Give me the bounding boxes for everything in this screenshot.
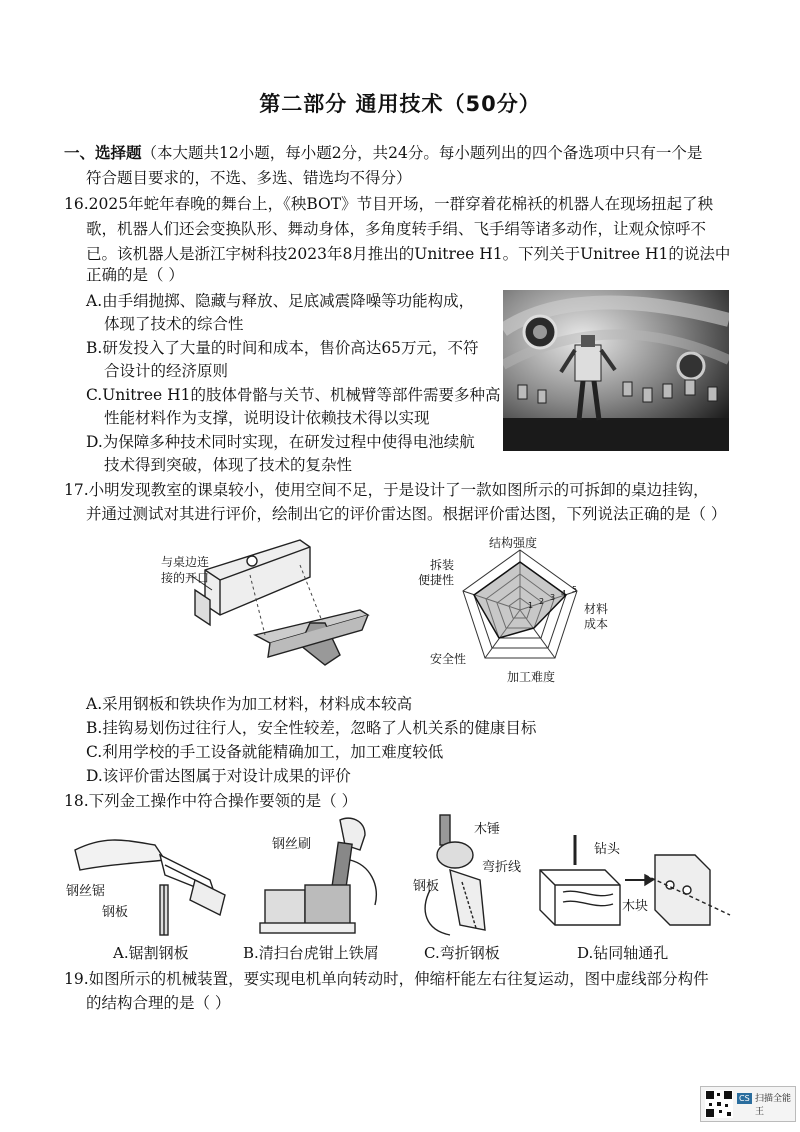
hook-opening-label-1: 与桌边连 (161, 555, 210, 569)
q18-caption-b: B.清扫台虎钳上铁屑 (243, 944, 379, 962)
label-plate-c: 钢板 (413, 879, 440, 894)
q16-option-b: B.研发投入了大量的时间和成本，售价高达65万元，不符 (86, 339, 479, 357)
radar-label-structure: 结构强度 (489, 536, 538, 550)
q16-option-b-cont: 合设计的经济原则 (104, 362, 229, 380)
q17-option-c: C.利用学校的手工设备就能精确加工，加工难度较低 (86, 743, 444, 761)
q16-stem-line: 歌，机器人们还会变换队形、舞动身体，多角度转手绢、飞手绢等诸多动作，让观众惊呼不 (86, 220, 707, 238)
label-bend-line: 弯折线 (482, 860, 522, 875)
radar-tick-3: 3 (550, 593, 556, 602)
radar-tick-1: 1 (528, 601, 534, 610)
scanner-watermark (700, 1086, 796, 1122)
radar-tick-4: 4 (561, 589, 567, 598)
drilling-figure (535, 830, 735, 940)
label-block: 木块 (622, 899, 649, 914)
radar-label-assembly-1: 拆装 (430, 558, 455, 572)
q17-option-b: B.挂钩易划伤过往行人，安全性较差，忽略了人机关系的健康目标 (86, 719, 537, 737)
section-heading: 一、选择题 (64, 144, 142, 162)
q16-stem-line: 正确的是（ ） (86, 266, 184, 284)
q16-option-c-cont: 性能材料作为支撑，说明设计依赖技术得以实现 (104, 409, 430, 427)
q16-option-a-cont: 体现了技术的综合性 (104, 315, 244, 333)
q16-stem-line: 已。该机器人是浙江宇树科技2023年8月推出的Unitree H1。下列关于Unitree H1的说法中 (86, 245, 731, 263)
q18-caption-c: C.弯折钢板 (424, 944, 500, 962)
label-hammer: 木锤 (474, 822, 501, 837)
qr-code-icon (705, 1090, 733, 1118)
radar-label-cost-1: 材料 (584, 602, 609, 616)
q18-caption-d: D.钻同轴通孔 (577, 944, 669, 962)
hook-opening-label-2: 接的开口 (161, 571, 210, 585)
q16-option-d: D.为保障多种技术同时实现，在研发过程中使得电池续航 (86, 433, 475, 451)
section-intro-line-2: 符合题目要求的，不选、多选、错选均不得分） (86, 169, 412, 187)
section-intro-line-1 (64, 142, 702, 164)
q16-option-d-cont: 技术得到突破，体现了技术的复杂性 (104, 456, 353, 474)
q17-stem-line: 并通过测试对其进行评价，绘制出它的评价雷达图。根据评价雷达图，下列说法正确的是（ ） (86, 505, 727, 523)
radar-tick-5: 5 (572, 585, 578, 594)
q17-option-a: A.采用钢板和铁块作为加工材料，材料成本较高 (86, 695, 413, 713)
scanner-brand: 扫描全能王 (755, 1094, 792, 1117)
brush-vise-figure (250, 815, 390, 940)
radar-tick-2: 2 (539, 597, 545, 606)
q19-stem-line: 的结构合理的是（ ） (86, 994, 231, 1012)
q17-option-d: D.该评价雷达图属于对设计成果的评价 (86, 767, 351, 785)
q17-stem-line: 17.小明发现教室的课桌较小，使用空间不足，于是设计了一款如图所示的可拆卸的桌边挂钩， (64, 481, 709, 499)
radar-chart (450, 540, 590, 680)
label-saw: 钢丝锯 (66, 884, 106, 899)
q16-option-a: A.由手绢抛掷、隐藏与释放、足底减震降噪等功能构成， (86, 292, 475, 310)
radar-label-safety: 安全性 (430, 652, 467, 666)
label-brush: 钢丝刷 (272, 837, 312, 852)
q16-stem-line: 16.2025年蛇年春晚的舞台上，《秧BOT》节目开场，一群穿着花棉袄的机器人在现场扭起了秧 (64, 195, 714, 213)
q19-stem-line: 19.如图所示的机械装置，要实现电机单向转动时，伸缩杆能左右往复运动，图中虚线部分构件 (64, 970, 709, 988)
q18-stem: 18.下列金工操作中符合操作要领的是（ ） (64, 792, 358, 810)
radar-label-assembly-2: 便捷性 (418, 573, 455, 587)
radar-label-difficulty: 加工难度 (507, 670, 556, 684)
section-intro-text: （本大题共12小题，每小题2分，共24分。每小题列出的四个备选项中只有一个是 (141, 144, 703, 162)
q16-option-c: C.Unitree H1的肢体骨骼与关节、机械臂等部件需要多种高 (86, 386, 501, 404)
radar-label-cost-2: 成本 (584, 617, 609, 631)
label-plate-a: 钢板 (102, 905, 129, 920)
page-title: 第二部分 通用技术（50分） (259, 92, 541, 116)
robot-stage-photo (503, 290, 729, 451)
q18-caption-a: A.锯割钢板 (113, 944, 189, 962)
label-drill: 钻头 (594, 842, 621, 857)
scanner-badge: CS (739, 1094, 750, 1103)
